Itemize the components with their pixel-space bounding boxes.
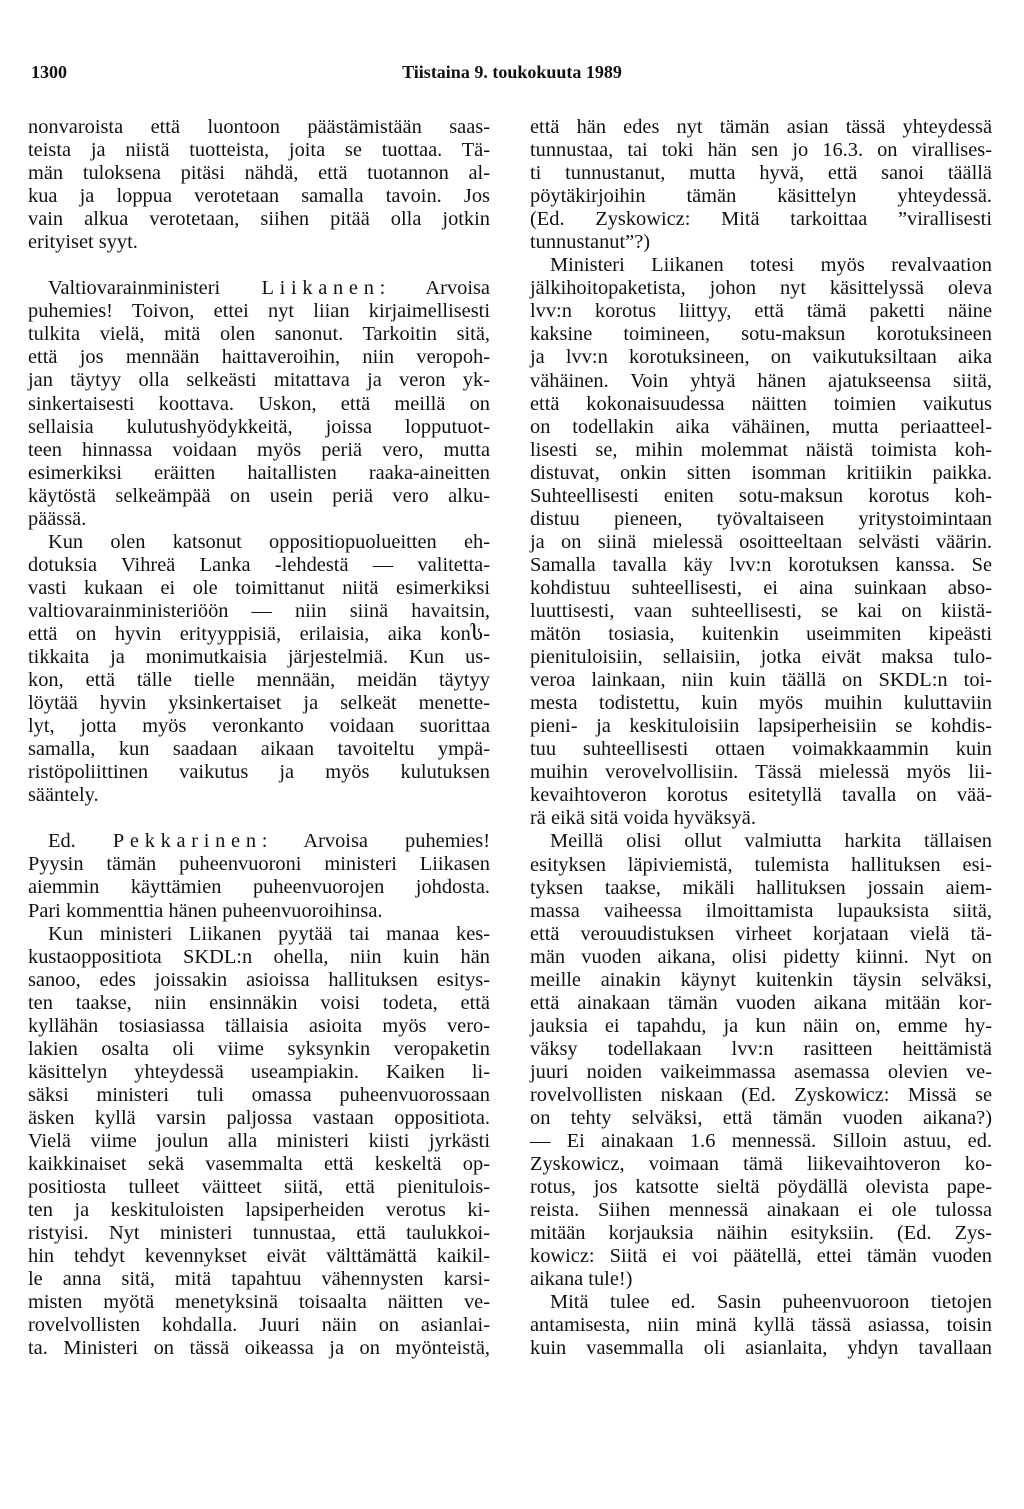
text-line: että ainakaan tämän vuoden aikana mitään kor- [530, 991, 992, 1014]
text-line: jauksia ei tapahdu, ja kun näin on, emme hy- [530, 1014, 992, 1037]
page-number: 1300 [31, 62, 67, 82]
text-line: män tuloksena pitäsi nähdä, että tuotannon al- [28, 162, 490, 185]
text-line: rotus, jos katsotte sieltä pöydällä olevista pape- [530, 1176, 992, 1199]
text-line: sinkertaisesti koottava. Uskon, että meillä on [28, 392, 490, 415]
speaker-title: Valtiovarainministeri [48, 277, 221, 300]
text-line: vähäinen. Voin yhtyä hänen ajatukseensa siitä, [530, 369, 992, 392]
text-line: lakien osalta oli viime syksynkin veropaketin [28, 1037, 490, 1060]
text-line: valtiovarainministeriöön — niin siinä havaitsin, [28, 599, 490, 622]
text-line: ti tunnustanut, mutta hyvä, että sanoi täällä [530, 162, 992, 185]
text-line: mätön tosiasia, kuitenkin useimmiten kipeästi [530, 623, 992, 646]
text-line: Zyskowicz, voimaan tämä liikevaihtoveron ko- [530, 1153, 992, 1176]
text-line: positiosta tulleet väitteet siitä, että pienitulois- [28, 1176, 490, 1199]
text-line: Pari kommenttia hänen puheenvuoroihinsa. [28, 899, 383, 922]
text-line: ten taakse, niin ensinnäkin voisi todeta, että [28, 991, 490, 1014]
text-line: tikkaita ja monimutkaisia järjestelmiä. Kun us- [28, 646, 490, 669]
text-line: Ministeri Liikanen totesi myös revalvaation [550, 254, 992, 277]
left-column [28, 116, 490, 1360]
text-line: män vuoden aikana, olisi pidetty kiinni. Nyt on [530, 945, 992, 968]
text-line: tunnustaa, tai toki hän sen jo 16.3. on virallises- [530, 139, 992, 162]
text-line: tunnustanut”?) [530, 231, 651, 254]
text-line: Pyysin tämän puheenvuoroni ministeri Liikasen [28, 853, 490, 876]
text-line: lisesti se, mihin molemmat näistä toimista koh- [530, 438, 992, 461]
paragraph [28, 300, 490, 530]
text-line: erityiset syyt. [28, 231, 138, 254]
text-line: esimerkiksi eräitten haitallisten raaka-aineitten [28, 461, 490, 484]
paragraph [28, 853, 490, 922]
text-line: puhemies! Toivon, ettei nyt liian kirjaimellisesti [28, 300, 490, 323]
paragraph [530, 254, 992, 830]
text-line: kowicz: Siitä ei voi päätellä, ettei tämän vuoden [530, 1245, 992, 1268]
text-line: lyt, jotta myös veronkanto voidaan suorittaa [28, 715, 490, 738]
text-line: pienituloisiin, sellaisiin, jotka eivät maksa tulo- [530, 646, 992, 669]
text-line: kustaoppositiota SKDL:n ohella, niin kuin hän [28, 945, 490, 968]
text-line: vasti kukaan ei ole toimittanut niitä esimerkiksi [28, 576, 490, 599]
text-line: mitään korjauksia näihin esityksiin. (Ed. Zys- [530, 1222, 992, 1245]
text-line: Samalla tavalla käy lvv:n korotuksen kanssa. Se [530, 553, 992, 576]
text-line: (Ed. Zyskowicz: Mitä tarkoittaa ”virallisesti [530, 208, 992, 231]
text-line: mesta todistettu, kuin myös muihin kuluttaviin [530, 692, 992, 715]
text-line: distuvat, onkin sitten isomman kritiikin paikka. [530, 461, 992, 484]
text-line: antamisesta, niin minä kyllä tässä asiassa, toisin [530, 1314, 992, 1337]
text-line: että hän edes nyt tämän asian tässä yhteydessä [530, 116, 992, 138]
text-line: ja lvv:n korotuksineen, on vaikutuksiltaan aika [530, 346, 992, 369]
speech-pekkarinen [28, 830, 490, 922]
speaker-name: Pekkarinen [112, 830, 262, 853]
text-line: esityksen läpiviemistä, tulemista hallituksen esi- [530, 853, 992, 876]
text-line: Kun ministeri Liikanen pyytää tai manaa kes- [48, 922, 490, 945]
text-line: muihin verovelvollisiin. Tässä mielessä myös lii- [530, 761, 992, 784]
text-line: dotuksia Vihreä Lanka -lehdestä — valitetta- [28, 553, 490, 576]
speaker-line: Valtiovarainministeri Liikanen: Arvoisa [48, 277, 490, 300]
text-line: ristyisi. Nyt ministeri tunnustaa, että taulukkoi- [28, 1222, 490, 1245]
text-line: että kokonaisuudessa näitten toimien vaikutus [530, 392, 992, 415]
text-line: Kun olen katsonut oppositiopuolueitten eh- [48, 530, 490, 553]
text-line: luuttisesti, vaan suhteellisesti, se kai on kiistä- [530, 599, 992, 622]
text-line: tyksen taakse, mikäli hallituksen jossain aiem- [530, 876, 992, 899]
text-line: kaksine toimineen, sotu-maksun korotuksineen [530, 323, 992, 346]
paragraph [530, 116, 992, 254]
text-line: säksi ministeri tuli omassa puheenvuorossaan [28, 1083, 490, 1106]
text-line: kaikkinaiset sekä vasemmalta että keskeltä op- [28, 1153, 490, 1176]
speaker-name: Liikanen [261, 277, 380, 300]
text-line: vain alkua verotetaan, siihen pitää olla jotkin [28, 208, 490, 231]
text-line: että on hyvin erityyppisiä, erilaisia, aika konს- [28, 622, 490, 645]
paragraph [28, 531, 490, 808]
right-column [530, 116, 992, 1361]
text-line: ja on siinä mielessä osoitteeltaan selvästi väärin. [530, 530, 992, 553]
paragraph [28, 923, 490, 1361]
text-line: tulkita vielä, mitä olen sanonut. Tarkoitin sitä, [28, 323, 490, 346]
text-line: jan täytyy olla selkeästi mitattava ja veron yk- [28, 369, 490, 392]
text-line: samalla, kun saadaan aikaan tavoiteltu ympä- [28, 738, 490, 761]
text-line: — Ei ainakaan 1.6 mennessä. Silloin astuu, ed. [530, 1130, 992, 1153]
text-line: Suhteellisesti eniten sotu-maksun korotus koh- [530, 484, 992, 507]
text-line: distuu pieneen, työvaltaiseen yritystoimintaan [530, 507, 992, 530]
text-line: kevaihtoveron korotus esitetyllä tavalla on vää- [530, 784, 992, 807]
text-line: pieni- ja keskituloisiin lapsiperheisiin se kohdis- [530, 715, 992, 738]
text-line: jälkihoitopaketista, johon nyt käsittelyssä oleva [530, 277, 992, 300]
text-line: aikana tule!) [530, 1268, 633, 1291]
text-line: sanoo, edes joissakin asioissa hallituksen esitys- [28, 968, 490, 991]
text-line: meille ainakin käynyt kuitenkin täysin selväksi, [530, 968, 992, 991]
text-line: väksy todellakaan lvv:n rasitteen heittämistä [530, 1037, 992, 1060]
text-line: että verouudistuksen virheet korjataan vielä tä- [530, 922, 992, 945]
text-line: sääntely. [28, 784, 99, 807]
text-line: teen hinnassa voidaan myös periä vero, mutta [28, 438, 490, 461]
paragraph [530, 1291, 992, 1360]
text-line: aiemmin käyttämien puheenvuorojen johdosta. [28, 876, 490, 899]
text-line: kon, että tälle tielle mennään, meidän täytyy [28, 669, 490, 692]
text-line: rovelvollisten kohdalla. Juuri näin on asianlai- [28, 1314, 490, 1337]
text-line: ta. Ministeri on tässä oikeassa ja on myönteistä, [28, 1337, 490, 1360]
text-line: rä eikä sitä voida hyväksyä. [530, 807, 756, 830]
text-line: on tehty selväksi, että tämän vuoden aikana?) [530, 1107, 992, 1130]
text-line: Meillä olisi ollut valmiutta harkita tällaisen [550, 830, 992, 853]
text-line: ten ja keskituloisten lapsiperheiden verotus ki- [28, 1199, 490, 1222]
text-line: on todellakin aika vähäinen, mutta periaatteel- [530, 415, 992, 438]
text-line: teista ja niistä tuotteista, joita se tuottaa. Tä- [28, 139, 490, 162]
text-line: kohdistuu suhteellisesti, ei aina suinkaan abso- [530, 576, 992, 599]
text-line: äsken kyllä varsin paljossa vastaan oppositiota. [28, 1106, 490, 1129]
text-line: Vielä viime joulun alla ministeri kiisti jyrkästi [28, 1129, 490, 1152]
text-line: käsittelyn yhteydessä useampiakin. Kaiken li- [28, 1060, 490, 1083]
text-line: ristöpoliittinen vaikutus ja myös kulutuksen [28, 761, 490, 784]
text-line: Mitä tulee ed. Sasin puheenvuoroon tietojen [550, 1291, 992, 1314]
text-line: että jos mennään haittaveroihin, niin veropoh- [28, 346, 490, 369]
paragraph [530, 830, 992, 1291]
text-line: sellaisia kulutushyödykkeitä, joissa lopputuot- [28, 415, 490, 438]
text-line: käytöstä selkeämpää on usein periä vero alku- [28, 484, 490, 507]
text-line: kuin vasemmalla oli asianlaita, yhdyn tavallaan [530, 1337, 992, 1360]
speaker-title: Ed. [48, 830, 76, 853]
text-line: hin tehdyt kevennykset eivät välttämättä kaikil- [28, 1245, 490, 1268]
text-line: massa vaiheessa ilmoittamista lupauksista siitä, [530, 899, 992, 922]
text-line: lvv:n korotus liittyy, että tämä paketti näine [530, 300, 992, 323]
text-line: pöytäkirjoihin tämän käsittelyn yhteydessä. [530, 185, 992, 208]
text-line: misten myötä menetyksinä toisaalta näitten ve- [28, 1291, 490, 1314]
text-line: kyllähän tosiasiassa tällaisia asioita myös vero- [28, 1014, 490, 1037]
text-line: tuu suhteellisesti ottaen voimakkaammin kuin [530, 738, 992, 761]
speech-liikanen [28, 277, 490, 531]
paragraph [28, 116, 490, 254]
text-line: reista. Siihen mennessä ainakaan ei ole tulossa [530, 1199, 992, 1222]
speaker-line: Ed. Pekkarinen: Arvoisa puhemies! [48, 830, 490, 853]
running-title: Tiistaina 9. toukokuuta 1989 [402, 62, 622, 82]
text-line: le anna sitä, mitä tapahtuu vähennysten karsi- [28, 1268, 490, 1291]
text-line: veroa lainkaan, niin kuin täällä on SKDL:n toi- [530, 669, 992, 692]
text-line: päässä. [28, 507, 87, 530]
text-line: nonvaroista että luontoon päästämistään saas- [28, 116, 490, 138]
text-line: juuri noiden vaikeimmassa asemassa olevien ve- [530, 1060, 992, 1083]
text-line: löytää hyvin yksinkertaiset ja selkeät menette- [28, 692, 490, 715]
text-line: rovelvollisten niskaan (Ed. Zyskowicz: Missä se [530, 1083, 992, 1106]
text-line: kua ja loppua verotetaan samalla tavoin. Jos [28, 185, 490, 208]
